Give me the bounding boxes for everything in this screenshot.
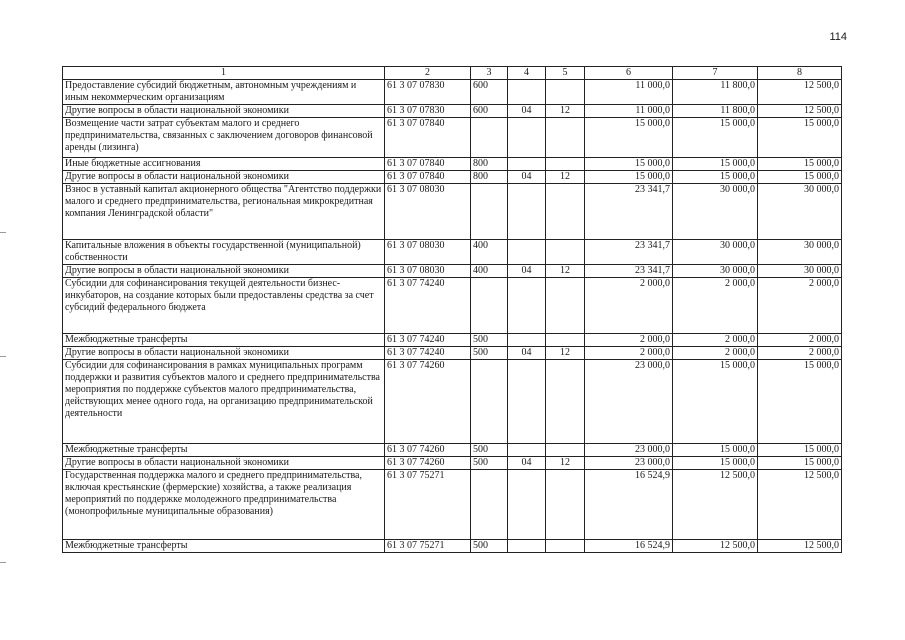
amount-col7: 15 000,0 [673,457,758,470]
expense-type-code: 500 [471,540,508,553]
section-code [508,444,546,457]
table-row [63,347,842,360]
target-article-code: 61 3 07 75271 [385,540,471,553]
expense-type-code: 500 [471,457,508,470]
amount-col7: 2 000,0 [673,347,758,360]
row-description: Субсидии для софинансирования в рамках муниципальных программ поддержки и развития субъектов малого и среднего предпринимательства мероприятия по поддержке субъектов малого предпринимательства, действующих менее одного года, на организацию предпринимательской деятельности [63,360,385,444]
amount-col8: 15 000,0 [758,171,842,184]
subsection-code: 12 [546,457,585,470]
amount-col7: 15 000,0 [673,118,758,158]
subsection-code [546,184,585,240]
expense-type-code: 800 [471,158,508,171]
table-row [63,240,842,265]
row-description: Межбюджетные трансферты [63,334,385,347]
table-row [63,444,842,457]
section-code [508,240,546,265]
column-number: 5 [546,67,585,80]
table-row [63,184,842,240]
table-row [63,457,842,470]
row-description: Субсидии для софинансирования текущей деятельности бизнес-инкубаторов, на создание которых были предоставлены средства за счет субсидий федерального бюджета [63,278,385,334]
column-number: 3 [471,67,508,80]
amount-col6: 23 000,0 [585,444,673,457]
amount-col6: 16 524,9 [585,540,673,553]
table-row [63,265,842,278]
column-number: 4 [508,67,546,80]
target-article-code: 61 3 07 74260 [385,457,471,470]
section-code [508,118,546,158]
amount-col8: 15 000,0 [758,444,842,457]
row-description: Межбюджетные трансферты [63,444,385,457]
row-description: Межбюджетные трансферты [63,540,385,553]
column-number: 1 [63,67,385,80]
amount-col7: 12 500,0 [673,470,758,540]
row-description: Другие вопросы в области национальной экономики [63,105,385,118]
target-article-code: 61 3 07 07830 [385,105,471,118]
table-row [63,158,842,171]
amount-col6: 23 341,7 [585,184,673,240]
scan-edge-mark [0,232,6,233]
budget-table [62,66,842,553]
amount-col8: 30 000,0 [758,240,842,265]
row-description: Возмещение части затрат субъектам малого и среднего предпринимательства, связанных с заключением договоров финансовой аренды (лизинга) [63,118,385,158]
amount-col8: 12 500,0 [758,540,842,553]
table-row [63,105,842,118]
table-row [63,118,842,158]
table-row [63,334,842,347]
target-article-code: 61 3 07 07840 [385,158,471,171]
amount-col6: 23 000,0 [585,360,673,444]
row-description: Иные бюджетные ассигнования [63,158,385,171]
amount-col8: 15 000,0 [758,158,842,171]
section-code [508,80,546,105]
section-code [508,334,546,347]
amount-col7: 11 800,0 [673,80,758,105]
expense-type-code [471,470,508,540]
target-article-code: 61 3 07 74240 [385,347,471,360]
target-article-code: 61 3 07 07840 [385,118,471,158]
table-row [63,360,842,444]
target-article-code: 61 3 07 74240 [385,278,471,334]
amount-col8: 15 000,0 [758,360,842,444]
subsection-code [546,80,585,105]
amount-col7: 15 000,0 [673,360,758,444]
amount-col6: 23 341,7 [585,240,673,265]
section-code: 04 [508,457,546,470]
subsection-code [546,278,585,334]
table-row [63,278,842,334]
amount-col7: 2 000,0 [673,278,758,334]
amount-col6: 23 000,0 [585,457,673,470]
amount-col7: 30 000,0 [673,265,758,278]
amount-col7: 30 000,0 [673,240,758,265]
amount-col8: 15 000,0 [758,118,842,158]
expense-type-code: 500 [471,347,508,360]
amount-col7: 2 000,0 [673,334,758,347]
amount-col6: 15 000,0 [585,158,673,171]
section-code: 04 [508,265,546,278]
row-description: Предоставление субсидий бюджетным, автономным учреждениям и иным некоммерческим организациям [63,80,385,105]
row-description: Другие вопросы в области национальной экономики [63,265,385,278]
subsection-code [546,360,585,444]
section-code [508,184,546,240]
section-code: 04 [508,105,546,118]
amount-col8: 2 000,0 [758,334,842,347]
table-row [63,171,842,184]
expense-type-code [471,118,508,158]
amount-col6: 16 524,9 [585,470,673,540]
amount-col6: 15 000,0 [585,118,673,158]
subsection-code [546,470,585,540]
section-code: 04 [508,171,546,184]
target-article-code: 61 3 07 07840 [385,171,471,184]
column-number: 2 [385,67,471,80]
target-article-code: 61 3 07 74260 [385,444,471,457]
amount-col7: 15 000,0 [673,171,758,184]
row-description: Другие вопросы в области национальной экономики [63,347,385,360]
amount-col7: 15 000,0 [673,444,758,457]
amount-col8: 30 000,0 [758,184,842,240]
amount-col7: 15 000,0 [673,158,758,171]
page-number: 114 [829,31,847,43]
amount-col8: 2 000,0 [758,347,842,360]
table-header-row [63,67,842,80]
amount-col6: 2 000,0 [585,278,673,334]
section-code [508,278,546,334]
expense-type-code: 400 [471,240,508,265]
row-description: Другие вопросы в области национальной экономики [63,171,385,184]
amount-col8: 15 000,0 [758,457,842,470]
scan-edge-mark [0,356,6,357]
table-row [63,540,842,553]
table-row [63,470,842,540]
amount-col8: 2 000,0 [758,278,842,334]
subsection-code: 12 [546,265,585,278]
amount-col6: 2 000,0 [585,347,673,360]
row-description: Капитальные вложения в объекты государственной (муниципальной) собственности [63,240,385,265]
target-article-code: 61 3 07 74260 [385,360,471,444]
expense-type-code: 600 [471,80,508,105]
subsection-code: 12 [546,105,585,118]
expense-type-code [471,360,508,444]
amount-col8: 12 500,0 [758,105,842,118]
target-article-code: 61 3 07 07830 [385,80,471,105]
target-article-code: 61 3 07 08030 [385,240,471,265]
amount-col7: 12 500,0 [673,540,758,553]
amount-col6: 2 000,0 [585,334,673,347]
amount-col6: 23 341,7 [585,265,673,278]
column-number: 6 [585,67,673,80]
section-code: 04 [508,347,546,360]
subsection-code [546,444,585,457]
subsection-code [546,158,585,171]
expense-type-code [471,278,508,334]
amount-col7: 11 800,0 [673,105,758,118]
section-code [508,540,546,553]
amount-col7: 30 000,0 [673,184,758,240]
subsection-code: 12 [546,347,585,360]
row-description: Взнос в уставный капитал акционерного общества "Агентство поддержки малого и среднего предпринимательства, региональная микрокредитная компания Ленинградской области" [63,184,385,240]
target-article-code: 61 3 07 75271 [385,470,471,540]
expense-type-code: 500 [471,444,508,457]
scan-edge-mark [0,562,6,563]
target-article-code: 61 3 07 08030 [385,184,471,240]
row-description: Государственная поддержка малого и среднего предпринимательства, включая крестьянские (фермерские) хозяйства, а также реализация мероприятий по поддержке молодежного предпринимательства (монопрофильные муниципальные образования) [63,470,385,540]
expense-type-code: 600 [471,105,508,118]
amount-col8: 30 000,0 [758,265,842,278]
amount-col8: 12 500,0 [758,80,842,105]
subsection-code [546,118,585,158]
target-article-code: 61 3 07 74240 [385,334,471,347]
amount-col6: 11 000,0 [585,105,673,118]
section-code [508,470,546,540]
amount-col6: 15 000,0 [585,171,673,184]
subsection-code [546,540,585,553]
expense-type-code: 400 [471,265,508,278]
amount-col8: 12 500,0 [758,470,842,540]
row-description: Другие вопросы в области национальной экономики [63,457,385,470]
subsection-code [546,240,585,265]
column-number: 7 [673,67,758,80]
column-number: 8 [758,67,842,80]
subsection-code [546,334,585,347]
table-row [63,80,842,105]
section-code [508,360,546,444]
expense-type-code [471,184,508,240]
amount-col6: 11 000,0 [585,80,673,105]
section-code [508,158,546,171]
expense-type-code: 800 [471,171,508,184]
target-article-code: 61 3 07 08030 [385,265,471,278]
subsection-code: 12 [546,171,585,184]
expense-type-code: 500 [471,334,508,347]
